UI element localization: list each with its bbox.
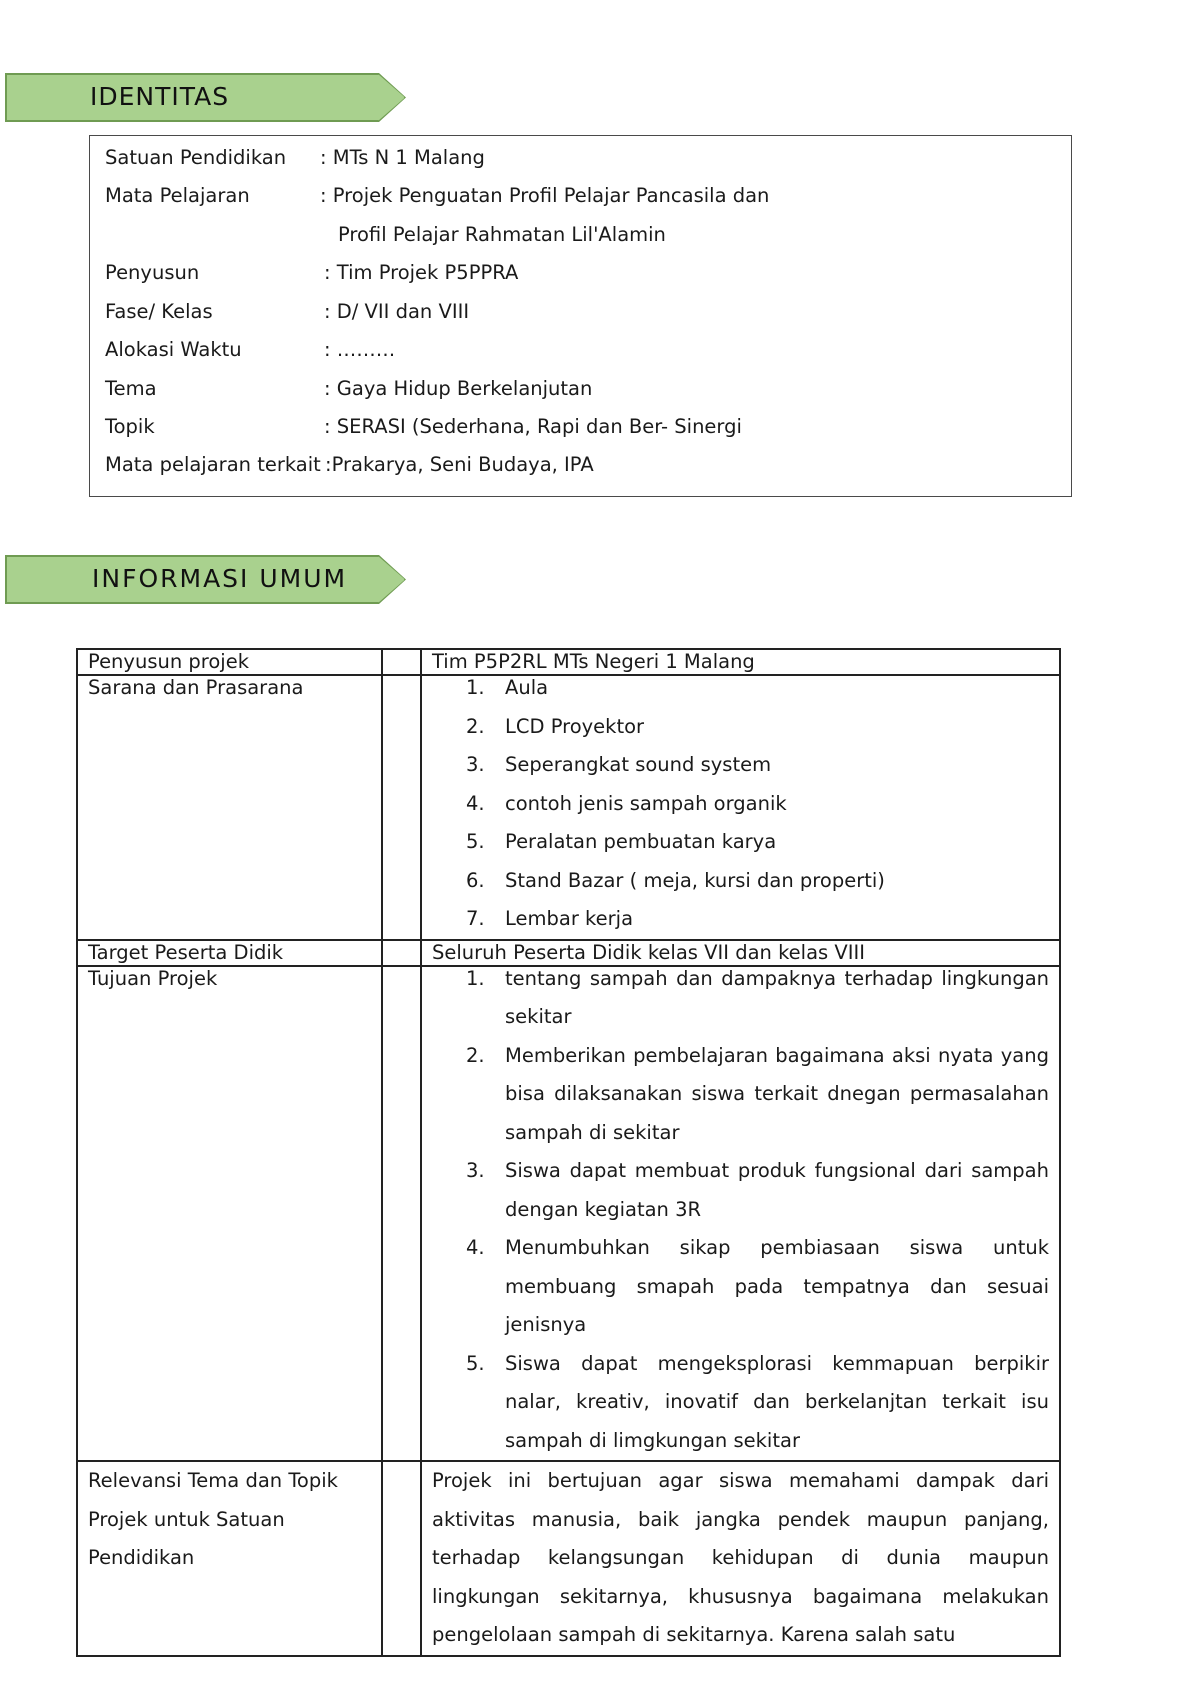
list-text: contoh jenis sampah organik	[505, 791, 787, 815]
list-item	[432, 785, 1049, 824]
list-item	[432, 708, 1049, 747]
identitas-value: : ………	[324, 338, 396, 361]
spacer-cell	[382, 649, 421, 675]
list-text: tentang sampah dan dampaknya terhadap lingkungan sekitar	[505, 966, 1049, 1028]
list-item	[432, 966, 1049, 1037]
tujuan-list-cell	[421, 966, 1060, 1462]
list-text: Aula	[505, 676, 549, 699]
table-row	[77, 940, 1060, 966]
list-number: 3.	[466, 753, 485, 776]
target-value: Seluruh Peserta Didik kelas VII dan kelas VIII	[421, 940, 1060, 966]
table-row	[77, 649, 1060, 675]
list-item	[432, 675, 1049, 708]
table-row	[77, 966, 1060, 1462]
list-number: 2.	[466, 714, 485, 738]
informasi-heading: INFORMASI UMUM	[92, 564, 348, 593]
list-number: 4.	[466, 1236, 485, 1259]
identitas-value: :Prakarya, Seni Budaya, IPA	[325, 453, 594, 476]
list-number: 6.	[466, 868, 485, 892]
informasi-table	[76, 648, 1061, 1657]
identitas-heading: IDENTITAS	[90, 82, 230, 111]
identitas-label: Mata Pelajaran	[105, 184, 250, 207]
list-item	[432, 1037, 1049, 1153]
identitas-value: : SERASI (Sederhana, Rapi dan Ber- Sinergi	[324, 415, 742, 438]
list-number: 3.	[466, 1159, 485, 1182]
list-text: Siswa dapat mengeksplorasi kemmapuan berpikir nalar, kreativ, inovatif dan berkelanjtan terkait isu sampah di limgkungan sekitar	[505, 1351, 1049, 1452]
target-label: Target Peserta Didik	[77, 940, 382, 966]
relevansi-label: Relevansi Tema dan Topik Projek untuk Satuan Pendidikan	[77, 1461, 382, 1656]
list-number: 1.	[466, 676, 485, 699]
identitas-label: Tema	[105, 377, 157, 400]
table-row	[77, 1461, 1060, 1656]
identitas-value: Profil Pelajar Rahmatan Lil'Alamin	[338, 223, 666, 246]
penyusun-label: Penyusun projek	[77, 649, 382, 675]
sarana-list	[432, 675, 1049, 939]
list-item	[432, 900, 1049, 939]
identitas-label: Topik	[105, 415, 155, 438]
list-text: Stand Bazar ( meja, kursi dan properti)	[505, 868, 885, 892]
sarana-label: Sarana dan Prasarana	[77, 675, 382, 940]
list-text: Lembar kerja	[505, 907, 634, 930]
spacer-cell	[382, 675, 421, 940]
list-text: Peralatan pembuatan karya	[505, 830, 777, 853]
spacer-cell	[382, 940, 421, 966]
identitas-label: Fase/ Kelas	[105, 300, 213, 323]
list-number: 5.	[466, 830, 485, 853]
list-text: Memberikan pembelajaran bagaimana aksi nyata yang bisa dilaksanakan siswa terkait dnegan permasalahan sampah di sekitar	[505, 1043, 1049, 1144]
list-item	[432, 746, 1049, 785]
list-number: 2.	[466, 1043, 485, 1067]
list-number: 4.	[466, 791, 485, 815]
tujuan-label: Tujuan Projek	[77, 966, 382, 1462]
table-row	[77, 675, 1060, 940]
list-item	[432, 1345, 1049, 1461]
identitas-value: : MTs N 1 Malang	[320, 146, 485, 169]
list-item	[432, 862, 1049, 901]
list-item	[432, 1229, 1049, 1345]
penyusun-value: Tim P5P2RL MTs Negeri 1 Malang	[421, 649, 1060, 675]
relevansi-value: Projek ini bertujuan agar siswa memahami dampak dari aktivitas manusia, baik jangka pendek maupun panjang, terhadap kelangsungan kehidupan di dunia maupun lingkungan sekitarnya, khususnya bagaimana melakukan pengelolaan sampah di sekitarnya. Karena salah satu	[421, 1461, 1060, 1656]
list-text: LCD Proyektor	[505, 714, 645, 738]
identitas-box	[89, 135, 1072, 497]
spacer-cell	[382, 1461, 421, 1656]
list-number: 1.	[466, 966, 485, 990]
list-text: Seperangkat sound system	[505, 753, 772, 776]
identitas-value: : Tim Projek P5PPRA	[324, 261, 519, 284]
list-number: 5.	[466, 1351, 485, 1375]
list-text: Menumbuhkan sikap pembiasaan siswa untuk membuang smapah pada tempatnya dan sesuai jenisnya	[505, 1236, 1049, 1336]
tujuan-list	[432, 966, 1049, 1461]
list-item	[432, 823, 1049, 862]
identitas-label: Alokasi Waktu	[105, 338, 242, 361]
identitas-value: : Gaya Hidup Berkelanjutan	[324, 377, 593, 400]
identitas-value: : D/ VII dan VIII	[324, 300, 470, 323]
identitas-label: Mata pelajaran terkait	[105, 453, 321, 476]
list-text: Siswa dapat membuat produk fungsional dari sampah dengan kegiatan 3R	[505, 1159, 1049, 1221]
identitas-label: Satuan Pendidikan	[105, 146, 287, 169]
sarana-list-cell	[421, 675, 1060, 940]
identitas-label: Penyusun	[105, 261, 200, 284]
identitas-value: : Projek Penguatan Profil Pelajar Pancasila dan	[320, 184, 770, 207]
list-number: 7.	[466, 907, 485, 930]
spacer-cell	[382, 966, 421, 1462]
list-item	[432, 1152, 1049, 1229]
